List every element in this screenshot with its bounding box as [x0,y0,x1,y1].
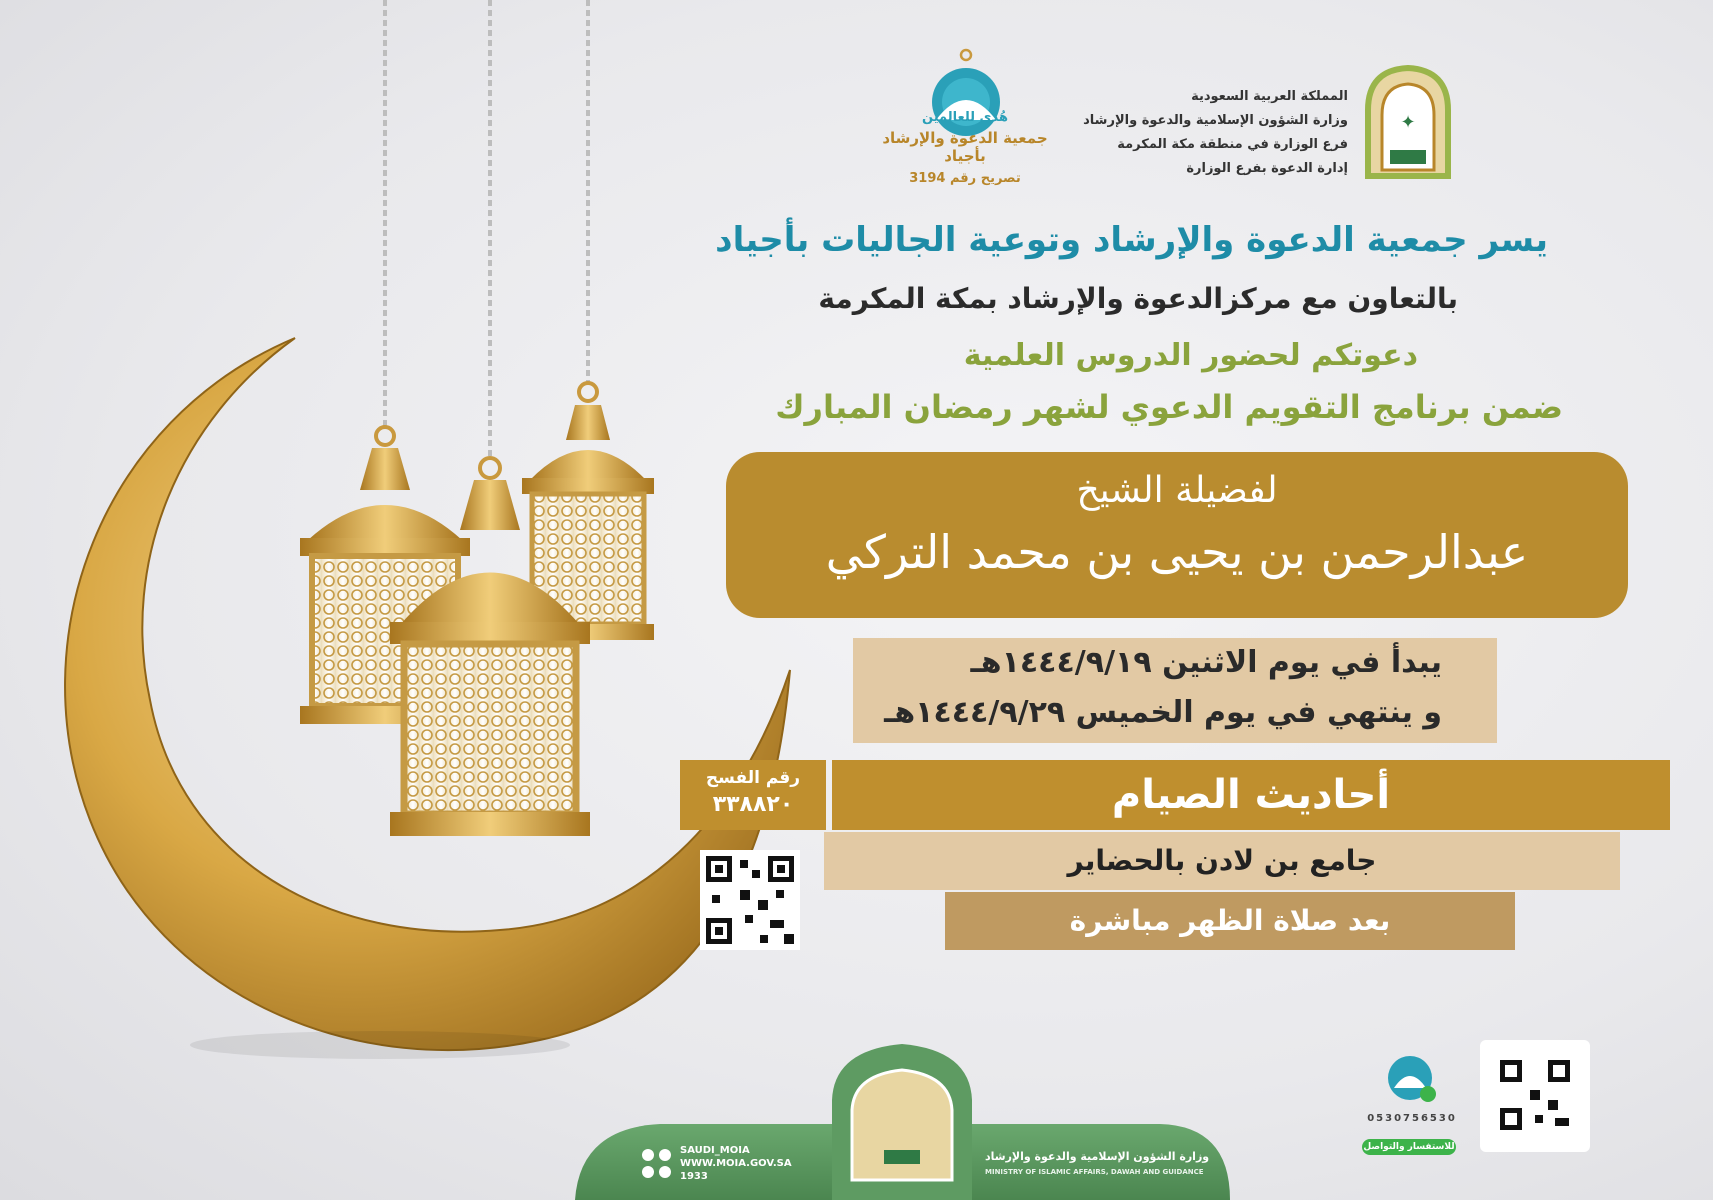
association-name: جمعية الدعوة والإرشاد بأجياد [882,129,1048,165]
ministry-line: إدارة الدعوة بفرع الوزارة [1186,161,1348,176]
headline-line-2: بالتعاون مع مركزالدعوة والإرشاد بمكة المكرمة [818,282,1458,315]
ministry-line: المملكة العربية السعودية [1191,89,1348,104]
permit-number-box [680,760,826,830]
dates-panel [853,638,1497,743]
sheikh-name: عبدالرحمن بن يحيى بن محمد التركي [825,525,1529,579]
headline-line-4: ضمن برنامج التقويم الدعوي لشهر رمضان المبارك [775,388,1563,426]
start-date: يبدأ في يوم الاثنين ١٤٤٤/٩/١٩هـ [970,645,1442,680]
course-title: أحاديث الصيام [832,760,1670,830]
footer-ministry-ar: وزارة الشؤون الإسلامية والدعوة والإرشاد [985,1150,1210,1163]
association-tagline: هُدى للعالمين [922,110,1008,125]
svg-text:✦: ✦ [1400,112,1416,133]
ministry-line: وزارة الشؤون الإسلامية والدعوة والإرشاد [1083,113,1348,128]
footer-band [575,1044,1230,1200]
ministry-header [1083,85,1348,181]
footer-ministry-en: MINISTRY OF ISLAMIC AFFAIRS, DAWAH AND GUIDANCE [985,1168,1204,1176]
ministry-emblem-icon [1368,68,1448,176]
permit-number: ٣٣٨٨٢٠ [712,792,794,817]
social-handle: SAUDI_MOIA [680,1145,750,1156]
association-permit: تصريح رقم 3194 [909,171,1021,186]
headline-line-1: يسر جمعية الدعوة والإرشاد وتوعية الجاليات بأجياد [715,220,1548,260]
hotline-number: 1933 [680,1171,708,1182]
whatsapp-logo-icon [1388,1056,1436,1102]
qr-code-icon [700,850,800,950]
association-header [860,110,1070,186]
footer-social-info [680,1144,792,1183]
end-date: و ينتهي في يوم الخميس ١٤٤٤/٩/٢٩هـ [884,695,1442,730]
sheikh-banner [726,452,1628,618]
time-label: بعد صلاة الظهر مباشرة [945,892,1515,950]
contact-badge: للاستفسار والتواصل [1362,1139,1456,1155]
contact-qr-icon [1480,1040,1590,1152]
headline-line-3: دعوتكم لحضور الدروس العلمية [963,338,1418,373]
website-link[interactable]: WWW.MOIA.GOV.SA [680,1158,792,1169]
permit-label: رقم الفسح [705,768,801,788]
contact-phone: 0530756530 [1367,1113,1457,1124]
ministry-line: فرع الوزارة في منطقة مكة المكرمة [1117,137,1348,152]
location-label: جامع بن لادن بالحضاير [824,832,1620,890]
sheikh-title: لفضيلة الشيخ [1076,470,1278,511]
lantern-chains [385,0,588,460]
